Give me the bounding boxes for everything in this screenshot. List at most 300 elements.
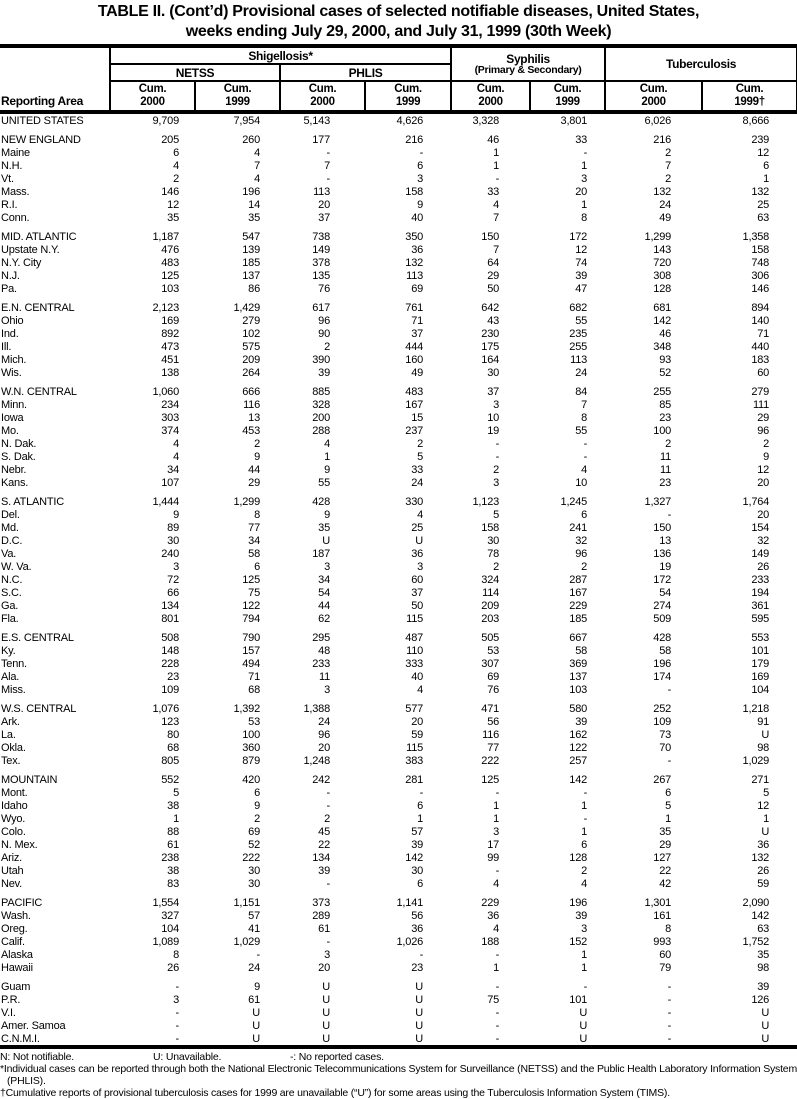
value-cell: - bbox=[175, 980, 179, 993]
table-row bbox=[0, 812, 797, 825]
value-cell: 505 bbox=[481, 631, 500, 644]
area-cell: Del. bbox=[1, 508, 20, 521]
value-cell: - bbox=[495, 1032, 500, 1045]
value-cell: 205 bbox=[161, 133, 179, 146]
value-cell: 10 bbox=[575, 476, 588, 489]
value-cell: 8 bbox=[665, 922, 672, 935]
value-cell: 1 bbox=[581, 825, 588, 838]
value-cell: 57 bbox=[411, 825, 424, 838]
value-cell: 9 bbox=[324, 463, 330, 476]
value-cell: 350 bbox=[405, 230, 424, 243]
value-cell: 4 bbox=[581, 877, 588, 890]
value-cell: 134 bbox=[312, 851, 330, 864]
value-cell: 56 bbox=[411, 909, 424, 922]
table-row bbox=[0, 773, 797, 786]
value-cell: 241 bbox=[569, 521, 588, 534]
table-row bbox=[0, 922, 797, 935]
table-row bbox=[0, 398, 797, 411]
value-cell: 46 bbox=[659, 327, 672, 340]
value-cell: 33 bbox=[487, 185, 500, 198]
value-cell: 113 bbox=[313, 185, 330, 198]
value-cell: 228 bbox=[161, 657, 179, 670]
value-cell: 32 bbox=[575, 534, 588, 547]
value-cell: 113 bbox=[406, 269, 424, 282]
value-cell: - bbox=[583, 980, 588, 993]
value-cell: 132 bbox=[653, 185, 672, 198]
area-cell: N.Y. City bbox=[1, 256, 42, 269]
syphilis-header-line2: (Primary & Secondary) bbox=[474, 63, 582, 76]
value-cell: 3 bbox=[417, 560, 424, 573]
value-cell: 1 bbox=[581, 198, 588, 211]
value-cell: 761 bbox=[405, 301, 424, 314]
value-cell: 61 bbox=[167, 838, 179, 851]
table-body bbox=[0, 112, 797, 1047]
value-cell: 2 bbox=[581, 864, 588, 877]
value-cell: 126 bbox=[751, 993, 770, 1006]
value-cell: 30 bbox=[167, 534, 179, 547]
value-cell: 61 bbox=[318, 922, 330, 935]
value-cell: 38 bbox=[167, 864, 179, 877]
value-cell: 34 bbox=[318, 573, 330, 586]
value-cell: U bbox=[415, 1006, 424, 1019]
table-row bbox=[0, 993, 797, 1006]
value-cell: 2 bbox=[665, 146, 672, 159]
value-cell: 383 bbox=[405, 754, 424, 767]
table-row bbox=[0, 657, 797, 670]
value-cell: 72 bbox=[167, 573, 179, 586]
value-cell: 8 bbox=[581, 411, 588, 424]
value-cell: 12 bbox=[167, 198, 179, 211]
value-cell: 790 bbox=[242, 631, 260, 644]
value-cell: 123 bbox=[161, 715, 179, 728]
table-row bbox=[0, 683, 797, 696]
value-cell: 666 bbox=[242, 385, 260, 398]
value-cell: 307 bbox=[481, 657, 500, 670]
value-cell: 69 bbox=[411, 282, 424, 295]
table-row bbox=[0, 340, 797, 353]
value-cell: 29 bbox=[248, 476, 260, 489]
value-cell: 39 bbox=[318, 366, 330, 379]
value-cell: 59 bbox=[757, 877, 770, 890]
value-cell: 369 bbox=[569, 657, 588, 670]
value-cell: 547 bbox=[242, 230, 260, 243]
value-cell: 9 bbox=[254, 450, 260, 463]
value-cell: 55 bbox=[318, 476, 330, 489]
area-cell: Calif. bbox=[1, 935, 25, 948]
syphilis-group-header bbox=[451, 46, 605, 81]
value-cell: 1,752 bbox=[742, 935, 770, 948]
value-cell: 20 bbox=[318, 198, 330, 211]
value-cell: 135 bbox=[312, 269, 330, 282]
area-cell: Idaho bbox=[1, 799, 28, 812]
value-cell: 6 bbox=[173, 146, 179, 159]
value-cell: 35 bbox=[167, 211, 179, 224]
area-cell: Ala. bbox=[1, 670, 20, 683]
value-cell: 149 bbox=[751, 547, 770, 560]
table-row bbox=[0, 741, 797, 754]
value-cell: 1,299 bbox=[233, 495, 260, 508]
value-cell: 3 bbox=[173, 560, 179, 573]
value-cell: 3 bbox=[493, 398, 500, 411]
table-row bbox=[0, 909, 797, 922]
value-cell: 6 bbox=[581, 508, 588, 521]
value-cell: 196 bbox=[653, 657, 672, 670]
value-cell: U bbox=[322, 993, 330, 1006]
value-cell: 100 bbox=[242, 728, 260, 741]
value-cell: - bbox=[583, 450, 588, 463]
value-cell: 35 bbox=[659, 825, 672, 838]
value-cell: 38 bbox=[167, 799, 179, 812]
value-cell: 1 bbox=[763, 172, 770, 185]
value-cell: 260 bbox=[242, 133, 260, 146]
value-cell: - bbox=[667, 508, 672, 521]
value-cell: 1,392 bbox=[233, 702, 260, 715]
value-cell: 295 bbox=[312, 631, 330, 644]
value-cell: 137 bbox=[569, 670, 588, 683]
area-cell: Nev. bbox=[1, 877, 23, 890]
value-cell: 59 bbox=[411, 728, 424, 741]
table-row bbox=[0, 230, 797, 243]
value-cell: 257 bbox=[569, 754, 588, 767]
area-cell: N.H. bbox=[1, 159, 23, 172]
value-cell: 494 bbox=[242, 657, 260, 670]
notifiable-diseases-table bbox=[0, 44, 797, 1049]
value-cell: 553 bbox=[751, 631, 770, 644]
value-cell: 150 bbox=[481, 230, 500, 243]
value-cell: - bbox=[256, 948, 260, 961]
value-cell: 1 bbox=[581, 159, 588, 172]
value-cell: 9 bbox=[254, 799, 260, 812]
area-cell: N. Mex. bbox=[1, 838, 38, 851]
value-cell: 150 bbox=[653, 521, 672, 534]
value-cell: 177 bbox=[312, 133, 330, 146]
value-cell: - bbox=[326, 172, 330, 185]
value-cell: 1,245 bbox=[560, 495, 588, 508]
value-cell: 158 bbox=[751, 243, 770, 256]
value-cell: 140 bbox=[751, 314, 770, 327]
value-cell: 1,141 bbox=[396, 896, 424, 909]
table-row bbox=[0, 799, 797, 812]
area-cell: NEW ENGLAND bbox=[1, 133, 81, 146]
value-cell: - bbox=[667, 993, 672, 1006]
value-cell: U bbox=[322, 1032, 330, 1045]
area-cell: PACIFIC bbox=[1, 896, 43, 909]
value-cell: 2 bbox=[665, 437, 672, 450]
value-cell: 552 bbox=[161, 773, 179, 786]
value-cell: 229 bbox=[569, 599, 588, 612]
value-cell: - bbox=[419, 146, 424, 159]
value-cell: 324 bbox=[481, 573, 500, 586]
area-cell: Wyo. bbox=[1, 812, 26, 825]
value-cell: - bbox=[326, 935, 330, 948]
value-cell: 20 bbox=[318, 741, 330, 754]
value-cell: 48 bbox=[318, 644, 330, 657]
value-cell: - bbox=[495, 450, 500, 463]
value-cell: 1,218 bbox=[742, 702, 770, 715]
value-cell: - bbox=[495, 948, 500, 961]
value-cell: 167 bbox=[405, 398, 424, 411]
area-cell: W.S. CENTRAL bbox=[1, 702, 77, 715]
value-cell: 24 bbox=[318, 715, 330, 728]
value-cell: 142 bbox=[405, 851, 424, 864]
value-cell: 328 bbox=[312, 398, 330, 411]
table-row bbox=[0, 159, 797, 172]
value-cell: 4 bbox=[173, 159, 179, 172]
value-cell: 7 bbox=[493, 243, 500, 256]
value-cell: 56 bbox=[487, 715, 500, 728]
value-cell: 69 bbox=[248, 825, 260, 838]
value-cell: U bbox=[415, 1032, 424, 1045]
value-cell: U bbox=[252, 1006, 260, 1019]
value-cell: 175 bbox=[481, 340, 500, 353]
value-cell: 10 bbox=[487, 411, 500, 424]
value-cell: 83 bbox=[167, 877, 179, 890]
value-cell: 3,328 bbox=[472, 114, 500, 127]
value-cell: U bbox=[579, 1006, 588, 1019]
value-cell: 4,626 bbox=[396, 114, 424, 127]
area-cell: Ark. bbox=[1, 715, 20, 728]
value-cell: 2 bbox=[173, 172, 179, 185]
value-cell: 4 bbox=[324, 437, 330, 450]
table-row bbox=[0, 1006, 797, 1019]
value-cell: 23 bbox=[659, 411, 672, 424]
value-cell: - bbox=[495, 1019, 500, 1032]
value-cell: U bbox=[322, 980, 330, 993]
value-cell: 794 bbox=[242, 612, 260, 625]
value-cell: 2,123 bbox=[152, 301, 179, 314]
value-cell: 7 bbox=[324, 159, 330, 172]
table-row bbox=[0, 112, 797, 127]
value-cell: 142 bbox=[569, 773, 588, 786]
value-cell: U bbox=[322, 534, 330, 547]
value-cell: 200 bbox=[312, 411, 330, 424]
value-cell: 1,151 bbox=[233, 896, 260, 909]
value-cell: - bbox=[495, 1006, 500, 1019]
value-cell: 174 bbox=[653, 670, 672, 683]
value-cell: 682 bbox=[569, 301, 588, 314]
value-cell: 30 bbox=[487, 534, 500, 547]
value-cell: 88 bbox=[167, 825, 179, 838]
value-cell: U bbox=[322, 1006, 330, 1019]
value-cell: 5 bbox=[417, 450, 424, 463]
table-row bbox=[0, 327, 797, 340]
table-row bbox=[0, 282, 797, 295]
value-cell: 879 bbox=[242, 754, 260, 767]
value-cell: 5 bbox=[665, 799, 672, 812]
netss-subgroup-header: NETSS bbox=[110, 64, 280, 81]
value-cell: 4 bbox=[493, 198, 500, 211]
table-title bbox=[0, 0, 797, 42]
value-cell: U bbox=[415, 993, 424, 1006]
value-cell: 24 bbox=[248, 961, 260, 974]
value-cell: 70 bbox=[659, 741, 672, 754]
value-cell: 60 bbox=[659, 948, 672, 961]
area-cell: Amer. Samoa bbox=[1, 1019, 66, 1032]
table-row bbox=[0, 521, 797, 534]
value-cell: 20 bbox=[411, 715, 424, 728]
value-cell: 3 bbox=[493, 825, 500, 838]
value-cell: 143 bbox=[653, 243, 672, 256]
value-cell: 2 bbox=[417, 437, 424, 450]
value-cell: - bbox=[667, 1006, 672, 1019]
area-cell: Okla. bbox=[1, 741, 26, 754]
value-cell: 85 bbox=[659, 398, 672, 411]
value-cell: 62 bbox=[318, 612, 330, 625]
value-cell: 122 bbox=[242, 599, 260, 612]
value-cell: 13 bbox=[248, 411, 260, 424]
area-cell: Nebr. bbox=[1, 463, 27, 476]
area-cell: Mass. bbox=[1, 185, 30, 198]
value-cell: 271 bbox=[751, 773, 770, 786]
table-row bbox=[0, 463, 797, 476]
value-cell: 216 bbox=[405, 133, 424, 146]
value-cell: 8,666 bbox=[742, 114, 770, 127]
table-title-line2: weeks ending July 29, 2000, and July 31, 1999 (30th Week) bbox=[185, 23, 612, 40]
value-cell: 22 bbox=[659, 864, 672, 877]
table-row bbox=[0, 754, 797, 767]
value-cell: 64 bbox=[487, 256, 500, 269]
value-cell: 894 bbox=[751, 301, 770, 314]
value-cell: 86 bbox=[248, 282, 260, 295]
value-cell: 69 bbox=[487, 670, 500, 683]
value-cell: 33 bbox=[575, 133, 588, 146]
value-cell: 1 bbox=[763, 812, 770, 825]
value-cell: 2 bbox=[581, 560, 588, 573]
area-cell: Ky. bbox=[1, 644, 16, 657]
value-cell: 78 bbox=[487, 547, 500, 560]
value-cell: 267 bbox=[653, 773, 672, 786]
value-cell: - bbox=[495, 786, 500, 799]
value-cell: 1 bbox=[581, 961, 588, 974]
value-cell: 1,029 bbox=[233, 935, 260, 948]
value-cell: 66 bbox=[167, 586, 179, 599]
value-cell: 1 bbox=[493, 961, 500, 974]
column-header-2: Cum. 1999 bbox=[195, 81, 280, 112]
value-cell: 5 bbox=[173, 786, 179, 799]
area-cell: N. Dak. bbox=[1, 437, 37, 450]
legend-unavailable: U: Unavailable. bbox=[153, 1051, 222, 1063]
column-header-4: Cum. 1999 bbox=[365, 81, 451, 112]
value-cell: 681 bbox=[653, 301, 672, 314]
area-cell: V.I. bbox=[1, 1006, 16, 1019]
value-cell: 6 bbox=[254, 786, 260, 799]
value-cell: 9 bbox=[254, 980, 260, 993]
table-row bbox=[0, 366, 797, 379]
value-cell: 1,554 bbox=[152, 896, 179, 909]
area-cell: S. ATLANTIC bbox=[1, 495, 64, 508]
value-cell: 54 bbox=[659, 586, 672, 599]
area-cell: Hawaii bbox=[1, 961, 33, 974]
value-cell: 35 bbox=[248, 211, 260, 224]
value-cell: 194 bbox=[751, 586, 770, 599]
value-cell: 373 bbox=[312, 896, 330, 909]
value-cell: 235 bbox=[569, 327, 588, 340]
value-cell: 12 bbox=[575, 243, 588, 256]
area-cell: D.C. bbox=[1, 534, 23, 547]
value-cell: 230 bbox=[481, 327, 500, 340]
value-cell: 196 bbox=[569, 896, 588, 909]
value-cell: 148 bbox=[161, 644, 179, 657]
value-cell: 63 bbox=[757, 211, 770, 224]
value-cell: 104 bbox=[161, 922, 179, 935]
value-cell: 5 bbox=[493, 508, 500, 521]
value-cell: 14 bbox=[248, 198, 260, 211]
footnotes bbox=[0, 1051, 797, 1099]
value-cell: 9 bbox=[324, 508, 330, 521]
value-cell: 453 bbox=[242, 424, 260, 437]
value-cell: 1,060 bbox=[152, 385, 179, 398]
value-cell: 252 bbox=[653, 702, 672, 715]
value-cell: 3 bbox=[417, 172, 424, 185]
value-cell: 185 bbox=[569, 612, 588, 625]
value-cell: 71 bbox=[411, 314, 424, 327]
value-cell: 1,187 bbox=[152, 230, 179, 243]
value-cell: 13 bbox=[659, 534, 672, 547]
table-row bbox=[0, 353, 797, 366]
value-cell: 116 bbox=[243, 398, 260, 411]
value-cell: 179 bbox=[751, 657, 770, 670]
value-cell: 109 bbox=[653, 715, 672, 728]
column-header-5: Cum. 2000 bbox=[451, 81, 530, 112]
value-cell: 9 bbox=[173, 508, 179, 521]
value-cell: 374 bbox=[161, 424, 179, 437]
value-cell: 35 bbox=[318, 521, 330, 534]
value-cell: 2 bbox=[763, 437, 770, 450]
value-cell: 60 bbox=[757, 366, 770, 379]
table-row bbox=[0, 172, 797, 185]
value-cell: 330 bbox=[405, 495, 424, 508]
value-cell: 132 bbox=[405, 256, 424, 269]
value-cell: 44 bbox=[318, 599, 330, 612]
value-cell: 36 bbox=[487, 909, 500, 922]
value-cell: 360 bbox=[242, 741, 260, 754]
value-cell: 37 bbox=[411, 586, 424, 599]
table-row bbox=[0, 185, 797, 198]
table-row bbox=[0, 851, 797, 864]
value-cell: 239 bbox=[751, 133, 770, 146]
value-cell: 35 bbox=[757, 948, 770, 961]
value-cell: 49 bbox=[411, 366, 424, 379]
value-cell: 471 bbox=[481, 702, 500, 715]
value-cell: 185 bbox=[242, 256, 260, 269]
column-header-8: Cum. 1999† bbox=[702, 81, 797, 112]
value-cell: 801 bbox=[161, 612, 179, 625]
table-row bbox=[0, 256, 797, 269]
value-cell: 115 bbox=[406, 741, 424, 754]
legend-not-notifiable: N: Not notifiable. bbox=[0, 1051, 75, 1063]
value-cell: 103 bbox=[161, 282, 179, 295]
value-cell: 2 bbox=[324, 340, 330, 353]
value-cell: 132 bbox=[751, 851, 770, 864]
value-cell: 98 bbox=[757, 961, 770, 974]
table-row bbox=[0, 702, 797, 715]
value-cell: 142 bbox=[751, 909, 770, 922]
tuberculosis-group-header: Tuberculosis bbox=[605, 46, 797, 81]
table-row bbox=[0, 560, 797, 573]
value-cell: 74 bbox=[575, 256, 588, 269]
value-cell: 1 bbox=[493, 159, 500, 172]
value-cell: 149 bbox=[312, 243, 330, 256]
table-row bbox=[0, 825, 797, 838]
value-cell: 30 bbox=[487, 366, 500, 379]
value-cell: 93 bbox=[659, 353, 672, 366]
table-row bbox=[0, 786, 797, 799]
value-cell: 1,248 bbox=[303, 754, 330, 767]
value-cell: 255 bbox=[653, 385, 672, 398]
value-cell: 154 bbox=[751, 521, 770, 534]
column-header-7: Cum. 2000 bbox=[605, 81, 702, 112]
value-cell: 2,090 bbox=[742, 896, 770, 909]
